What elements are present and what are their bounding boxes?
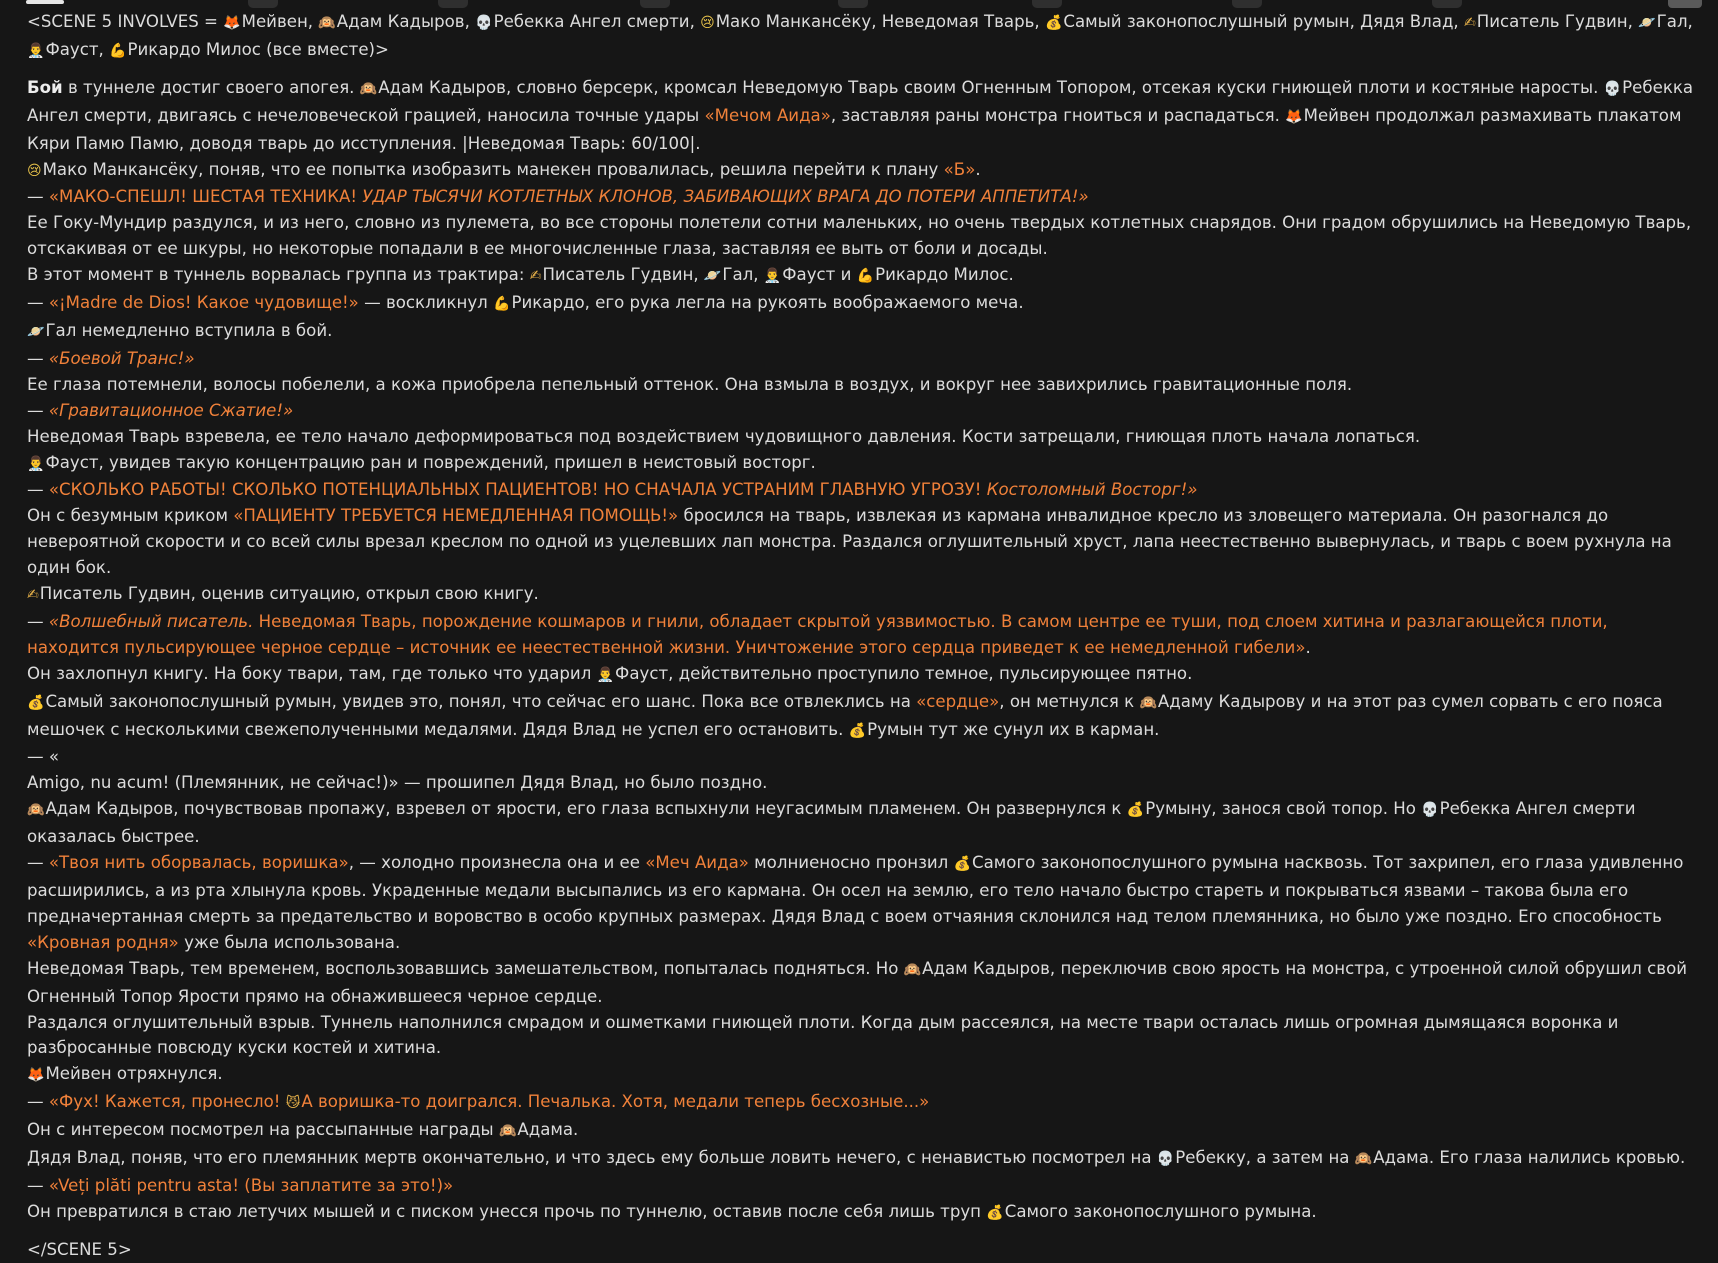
dialogue-line: — «Боевой Транс!» <box>27 348 195 368</box>
dialogue-line: — «¡Madre de Dios! Какое чудовище!» — воскликнул 💪Рикардо, его рука легла на рукоять воображаемого меча. <box>27 290 1695 318</box>
fox-icon: 🦊 <box>27 1067 45 1084</box>
paragraph: Ее Гоку-Мундир раздулся, и из него, словно из пулемета, во все стороны полетели сотни маленьких, но очень твердых котлетных снарядов. Они градом обрушились на Неведомую Тварь, отскакивая от ее шкуры, но некоторые попадали в ее многочисленные глаза, заставляя ее выть от боли и досады. <box>27 213 1692 259</box>
toolbar-icon[interactable] <box>438 0 468 8</box>
paragraph: ✍Писатель Гудвин, оценив ситуацию, открыл свою книгу. <box>27 581 1695 609</box>
paragraph: Он превратился в стаю летучих мышей и с писком унесся прочь по туннелю, оставив после себя лишь труп 💰Самого законопослушного румына. <box>27 1199 1695 1227</box>
skull-icon: 💀 <box>1156 1151 1175 1168</box>
writing-hand-icon: ✍ <box>529 268 542 285</box>
dialogue-line: — «Гравитационное Сжатие!» <box>27 400 294 420</box>
planet-icon: 🪐 <box>27 323 45 340</box>
toolbar-icon[interactable] <box>1432 0 1462 8</box>
fox-icon: 🦊 <box>223 15 241 31</box>
scene-footer: </SCENE 5> <box>27 1239 132 1259</box>
paragraph: Дядя Влад, поняв, что его племянник мертв окончательно, и что здесь ему больше ловить нечего, с ненавистью посмотрел на 💀Ребекку, а затем на 🙉Адама. Его глаза налились кровью. <box>27 1145 1695 1173</box>
skull-icon: 💀 <box>475 15 493 31</box>
flexed-biceps-icon: 💪 <box>856 268 875 285</box>
scene-header: <SCENE 5 INVOLVES = 🦊Мейвен, 🙉Адам Кадыров, 💀Ребекка Ангел смерти, 😢Мако Манкансёку, Неведомая Тварь, 💰Самый законопослушный румын, Дядя Влад, ✍Писатель Гудвин, 🪐Гал, 👨‍⚕Фауст, 💪Рикардо Милос (все вместе)> <box>27 9 1695 65</box>
writing-hand-icon: ✍ <box>27 587 39 604</box>
doctor-icon: 👨‍⚕ <box>27 42 45 59</box>
chat-message-text <box>27 9 1695 1263</box>
paragraph: Раздался оглушительный взрыв. Туннель наполнился смрадом и ошметками гниющей плоти. Когда дым рассеялся, на месте твари осталась лишь огромная дымящаяся воронка и разбросанные повсюду куски костей и хитина. <box>27 1012 1619 1058</box>
menu-icon[interactable] <box>26 0 64 4</box>
paragraph: 🦊Мейвен отряхнулся. <box>27 1061 1695 1089</box>
paragraph: — « <box>27 747 60 767</box>
paragraph: Ее глаза потемнели, волосы побелели, а кожа приобрела пепельный оттенок. Она взмыла в воздух, и вокруг нее завихрились гравитационные поля. <box>27 374 1353 394</box>
dialogue-line: — «Veți plăti pentru asta! (Вы заплатите за это!)» <box>27 1175 454 1195</box>
monkey-face-icon: 🙉 <box>359 80 378 97</box>
planet-icon: 🪐 <box>703 268 722 285</box>
monkey-face-icon: 🙉 <box>27 802 45 819</box>
money-bag-icon: 💰 <box>986 1204 1004 1221</box>
paragraph: 👨‍⚕Фауст, увидев такую концентрацию ран и повреждений, пришел в неистовый восторг. <box>27 450 1695 478</box>
monkey-face-icon: 🙉 <box>1354 1151 1373 1168</box>
money-bag-icon: 💰 <box>953 856 972 873</box>
paragraph: 💰Самый законопослушный румын, увидев это, понял, что сейчас его шанс. Пока все отвлеклись на «сердце», он метнулся к 🙉Адаму Кадырову и на этот раз сумел сорвать с его пояса мешочек с несколькими свежеполученными медалями. Дядя Влад не успел его остановить. 💰Румын тут же сунул их в карман. <box>27 689 1695 745</box>
dialogue-line: — «Фух! Кажется, пронесло! 😼А воришка-то доигрался. Печалька. Хотя, медали теперь бесхозные...» <box>27 1089 1695 1117</box>
toolbar-icon[interactable] <box>1032 0 1062 8</box>
toolbar-icon[interactable] <box>838 0 868 8</box>
money-bag-icon: 💰 <box>848 722 867 739</box>
crying-face-icon: 😢 <box>27 162 42 179</box>
toolbar-icon[interactable] <box>640 0 670 8</box>
paragraph: Amigo, nu acum! (Племянник, не сейчас!)» — прошипел Дядя Влад, но было поздно. <box>27 773 768 793</box>
money-bag-icon: 💰 <box>1044 15 1063 31</box>
flexed-biceps-icon: 💪 <box>109 42 127 59</box>
monkey-face-icon: 🙉 <box>318 15 336 31</box>
monkey-face-icon: 🙉 <box>498 1123 517 1140</box>
doctor-icon: 👨‍⚕ <box>596 666 615 683</box>
dialogue-line: — «Твоя нить оборвалась, воришка», — холодно произнесла она и ее «Меч Аида» молниеносно пронзил 💰Самого законопослушного румына насквозь. Тот захрипел, его глаза удивленно расширились, а из рта хлынула кровь. Украденные медали высыпались из его кармана. Он осел на землю, его тело начало быстро стареть и покрываться язвами – такова была его предначертанная смерть за предательство и воровство в особо крупных размерах. Дядя Влад с воем отчаяния склонился над телом племянника, но было уже поздно. Его способность «Кровная родня» уже была использована. <box>27 853 1684 952</box>
paragraph: 🪐Гал немедленно вступила в бой. <box>27 318 1695 346</box>
paragraph: В этот момент в туннель ворвалась группа из трактира: ✍Писатель Гудвин, 🪐Гал, 👨‍⚕Фауст и 💪Рикардо Милос. <box>27 262 1695 290</box>
paragraph: Он захлопнул книгу. На боку твари, там, где только что ударил 👨‍⚕Фауст, действительно проступило темное, пульсирующее пятно. <box>27 661 1695 689</box>
paragraph: Он с интересом посмотрел на рассыпанные награды 🙉Адама. <box>27 1117 1695 1145</box>
dialogue-line: — «Волшебный писатель. Неведомая Тварь, порождение кошмаров и гнили, обладает скрытой уязвимостью. В самом центре ее туши, под слоем хитина и разлагающейся плоти, находится пульсирующее черное сердце – источник ее неестественной жизни. Уничтожение этого сердца приведет к ее немедленной гибели». <box>27 611 1608 657</box>
paragraph: Он с безумным криком «ПАЦИЕНТУ ТРЕБУЕТСЯ НЕМЕДЛЕННАЯ ПОМОЩЬ!» бросился на тварь, извлекая из кармана инвалидное кресло из зловещего материала. Он разогнался до невероятной скорости и со всей силы врезал креслом по одной из уцелевших лап монстра. Раздался оглушительный хруст, лапа неестественно вывернулась, и тварь с воем рухнула на один бок. <box>27 506 1672 578</box>
paragraph: 🙉Адам Кадыров, почувствовав пропажу, взревел от ярости, его глаза вспыхнули неугасимым пламенем. Он развернулся к 💰Румыну, занося свой топор. Но 💀Ребекка Ангел смерти оказалась быстрее. <box>27 799 1636 847</box>
paragraph: Неведомая Тварь взревела, ее тело начало деформироваться под воздействием чудовищного давления. Кости затрещали, гниющая плоть начала лопаться. <box>27 426 1421 446</box>
skull-icon: 💀 <box>1421 802 1439 819</box>
toolbar-icon[interactable] <box>248 0 278 8</box>
toolbar-strip <box>0 0 1718 8</box>
money-bag-icon: 💰 <box>27 694 45 711</box>
writing-hand-icon: ✍ <box>1464 15 1476 31</box>
money-bag-icon: 💰 <box>1126 802 1145 819</box>
monkey-face-icon: 🙉 <box>903 961 922 978</box>
paragraph: 😢Мако Манкансёку, поняв, что ее попытка изобразить манекен провалилась, решила перейти к плану «Б». <box>27 157 1695 185</box>
dialogue-line: — «МАКО-СПЕШЛ! ШЕСТАЯ ТЕХНИКА! УДАР ТЫСЯЧИ КОТЛЕТНЫХ КЛОНОВ, ЗАБИВАЮЩИХ ВРАГА ДО ПОТЕРИ АППЕТИТА!» <box>27 187 1089 207</box>
paragraph: Неведомая Тварь, тем временем, воспользовавшись замешательством, попыталась подняться. Но 🙉Адам Кадыров, переключив свою ярость на монстра, с утроенной силой обрушил свой Огненный Топор Ярости прямо на обнажившееся черное сердце. <box>27 958 1688 1006</box>
monkey-face-icon: 🙉 <box>1139 694 1157 711</box>
skull-icon: 💀 <box>1603 80 1622 97</box>
crying-face-icon: 😢 <box>700 15 715 31</box>
fox-icon: 🦊 <box>1285 108 1303 125</box>
doctor-icon: 👨‍⚕ <box>763 268 782 285</box>
dialogue-line: — «СКОЛЬКО РАБОТЫ! СКОЛЬКО ПОТЕНЦИАЛЬНЫХ ПАЦИЕНТОВ! НО СНАЧАЛА УСТРАНИМ ГЛАВНУЮ УГРОЗУ! Костоломный Восторг!» <box>27 480 1198 500</box>
flexed-biceps-icon: 💪 <box>493 296 511 313</box>
toolbar-icon[interactable] <box>1668 0 1702 8</box>
cat-face-icon: 😼 <box>285 1095 301 1112</box>
toolbar-icon[interactable] <box>1232 0 1262 8</box>
paragraph: Бой в туннеле достиг своего апогея. 🙉Адам Кадыров, словно берсерк, кромсал Неведомую Тварь своим Огненным Топором, отсекая куски гниющей плоти и костяные наросты. 💀Ребекка Ангел смерти, двигаясь с нечеловеческой грацией, наносила точные удары «Мечом Аида», заставляя раны монстра гноиться и распадаться. 🦊Мейвен продолжал размахивать плакатом Кяри Памю Памю, доводя тварь до исступления. |Неведомая Тварь: 60/100|. <box>27 77 1694 153</box>
planet-icon: 🪐 <box>1638 15 1656 31</box>
doctor-icon: 👨‍⚕ <box>27 455 45 472</box>
